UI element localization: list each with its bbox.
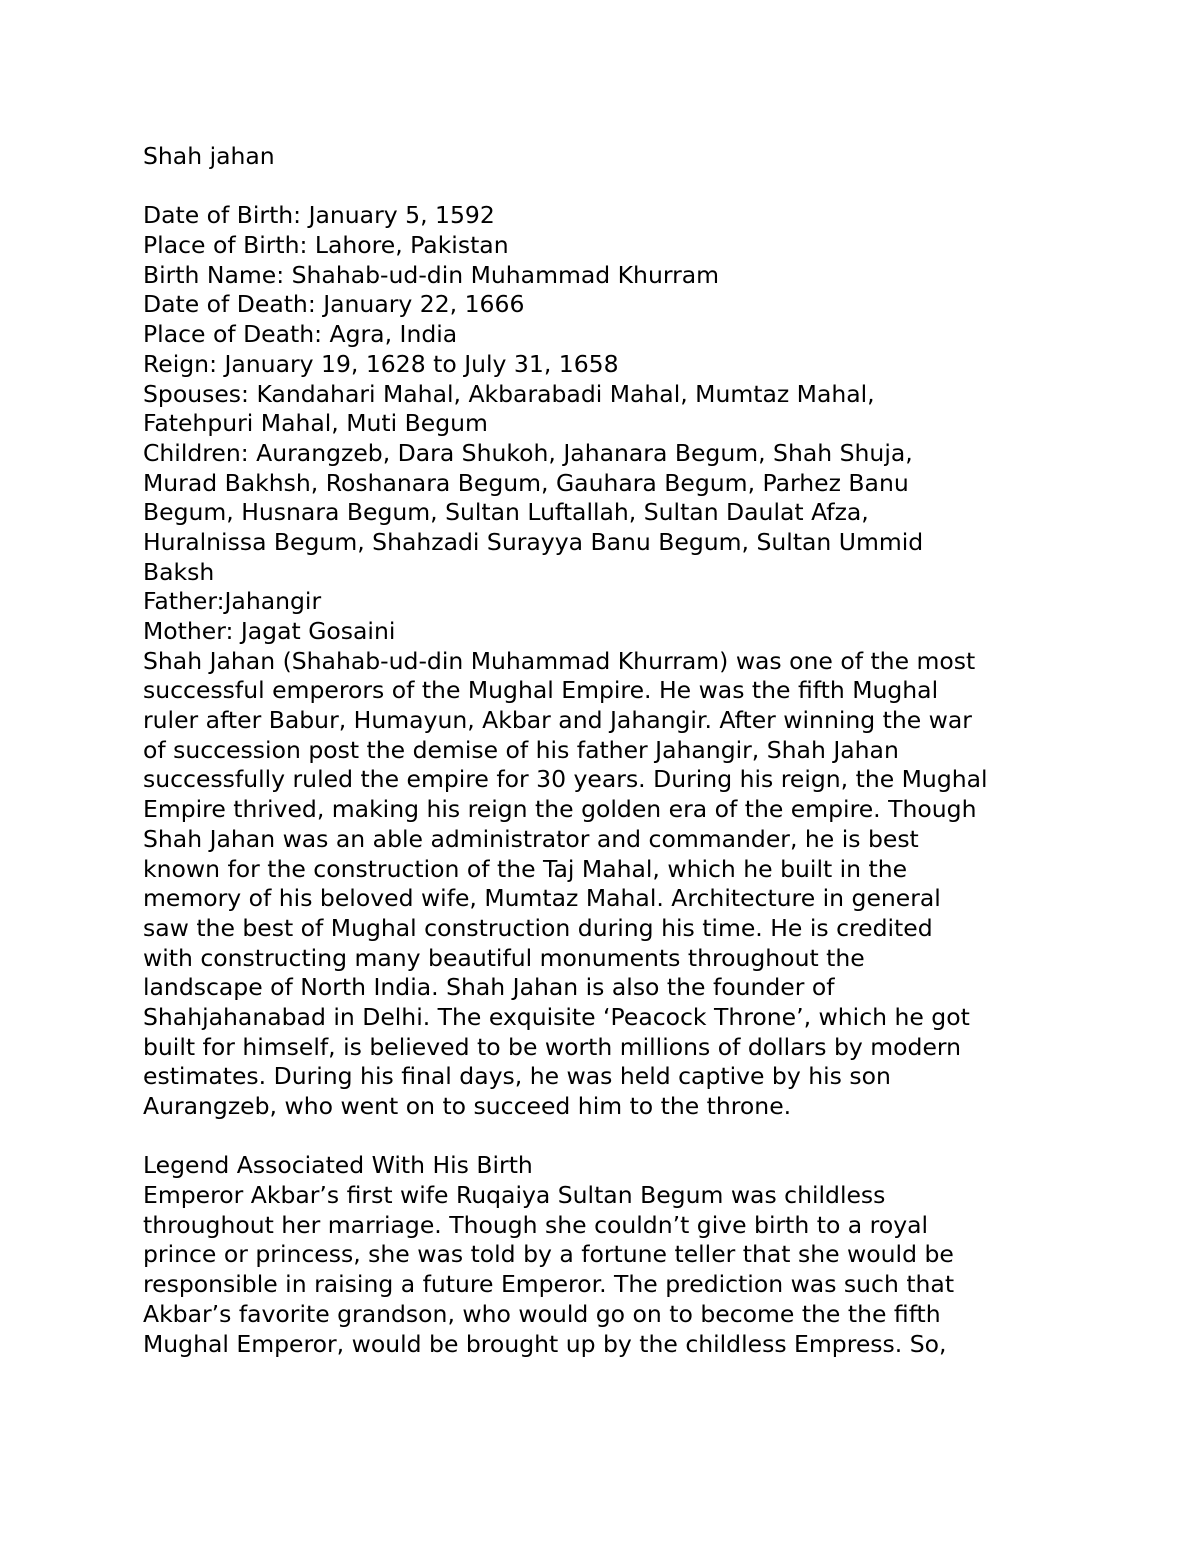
- fact-date-of-birth: Date of Birth: January 5, 1592: [143, 201, 495, 230]
- fact-place-of-death: Place of Death: Agra, India: [143, 320, 458, 349]
- biography-line: landscape of North India. Shah Jahan is also the founder of: [143, 973, 835, 1002]
- fact-reign: Reign: January 19, 1628 to July 31, 1658: [143, 349, 619, 378]
- fact-father: Father:Jahangir: [143, 587, 322, 616]
- biography-line: successful emperors of the Mughal Empire. He was the fifth Mughal: [143, 676, 939, 705]
- biography-line: memory of his beloved wife, Mumtaz Mahal. Architecture in general: [143, 884, 941, 913]
- biography-line: Shah Jahan was an able administrator and commander, he is best: [143, 824, 919, 853]
- biography-line: successfully ruled the empire for 30 years. During his reign, the Mughal: [143, 765, 988, 794]
- fact-date-of-death: Date of Death: January 22, 1666: [143, 290, 525, 319]
- biography-line: with constructing many beautiful monuments throughout the: [143, 943, 865, 972]
- fact-children-line: Huralnissa Begum, Shahzadi Surayya Banu Begum, Sultan Ummid: [143, 527, 924, 556]
- fact-place-of-birth: Place of Birth: Lahore, Pakistan: [143, 231, 509, 260]
- legend-line: throughout her marriage. Though she couldn’t give birth to a royal: [143, 1210, 929, 1239]
- biography-line: Shahjahanabad in Delhi. The exquisite ‘Peacock Throne’, which he got: [143, 1002, 970, 1031]
- fact-children-line: Murad Bakhsh, Roshanara Begum, Gauhara Begum, Parhez Banu: [143, 468, 909, 497]
- biography-line: Shah Jahan (Shahab-ud-din Muhammad Khurram) was one of the most: [143, 646, 976, 675]
- fact-spouses-line: Fatehpuri Mahal, Muti Begum: [143, 409, 488, 438]
- legend-line: responsible in raising a future Emperor. The prediction was such that: [143, 1270, 955, 1299]
- legend-line: Mughal Emperor, would be brought up by the childless Empress. So,: [143, 1329, 947, 1358]
- biography-line: of succession post the demise of his father Jahangir, Shah Jahan: [143, 735, 899, 764]
- biography-line: estimates. During his final days, he was held captive by his son: [143, 1062, 891, 1091]
- blank-line: [143, 172, 1083, 202]
- biography-line: built for himself, is believed to be worth millions of dollars by modern: [143, 1032, 962, 1061]
- legend-heading: Legend Associated With His Birth: [143, 1151, 533, 1180]
- document-title: Shah jahan: [143, 142, 275, 170]
- fact-children-line: Children: Aurangzeb, Dara Shukoh, Jahanara Begum, Shah Shuja,: [143, 438, 913, 467]
- fact-mother: Mother: Jagat Gosaini: [143, 617, 396, 645]
- blank-line: [143, 1122, 1083, 1152]
- biography-line: saw the best of Mughal construction during his time. He is credited: [143, 913, 933, 942]
- fact-birth-name: Birth Name: Shahab-ud-din Muhammad Khurram: [143, 260, 720, 289]
- legend-line: Emperor Akbar’s first wife Ruqaiya Sultan Begum was childless: [143, 1181, 886, 1210]
- fact-children-line: Baksh: [143, 557, 215, 586]
- document-body: [143, 142, 1083, 1359]
- biography-line: Empire thrived, making his reign the golden era of the empire. Though: [143, 795, 977, 824]
- legend-line: prince or princess, she was told by a fortune teller that she would be: [143, 1240, 954, 1269]
- biography-line: ruler after Babur, Humayun, Akbar and Jahangir. After winning the war: [143, 706, 972, 735]
- legend-line: Akbar’s favorite grandson, who would go on to become the the fifth: [143, 1299, 941, 1328]
- fact-children-line: Begum, Husnara Begum, Sultan Luftallah, Sultan Daulat Afza,: [143, 498, 869, 527]
- fact-spouses-line: Spouses: Kandahari Mahal, Akbarabadi Mahal, Mumtaz Mahal,: [143, 379, 875, 408]
- biography-line: known for the construction of the Taj Mahal, which he built in the: [143, 854, 908, 883]
- biography-line: Aurangzeb, who went on to succeed him to the throne.: [143, 1092, 792, 1120]
